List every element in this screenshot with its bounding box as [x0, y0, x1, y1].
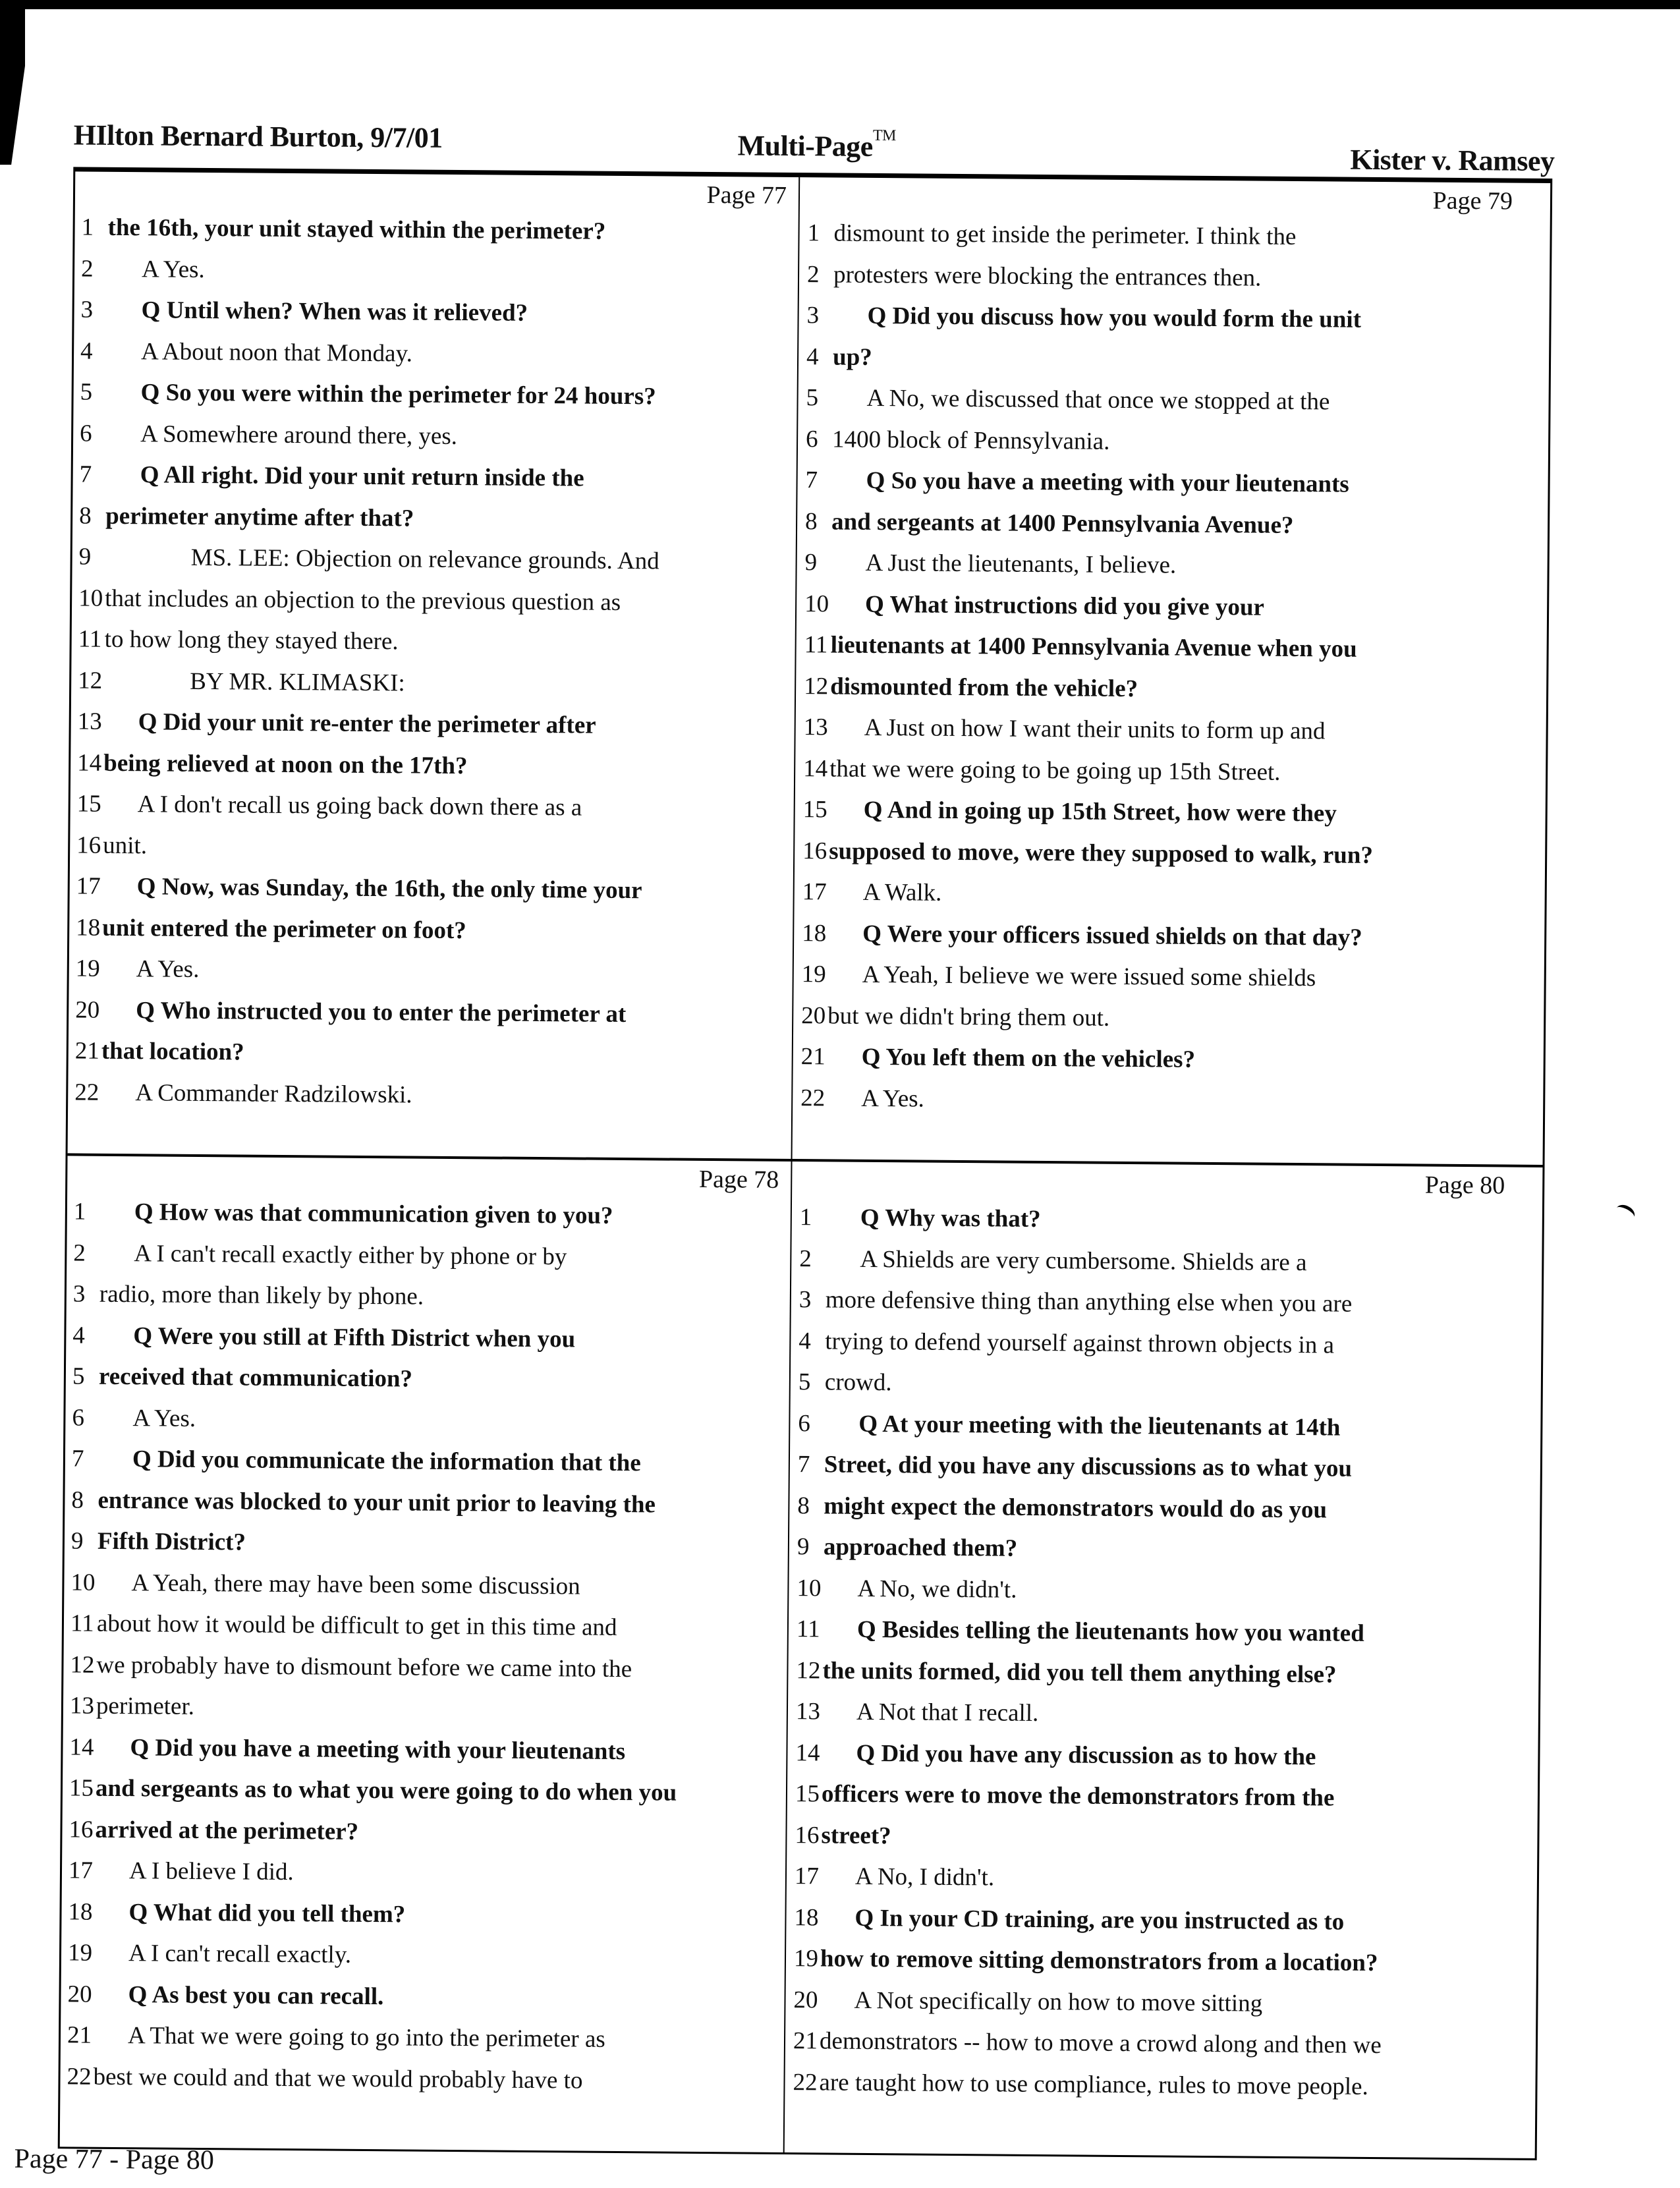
line-number: 12: [796, 1656, 821, 1684]
transcript-line: [793, 2062, 1498, 2109]
line-text: A No, I didn't.: [854, 1863, 995, 1892]
transcript-line: [801, 954, 1506, 1001]
transcript-line: [70, 1562, 775, 1609]
line-text: up?: [832, 343, 872, 371]
trademark-mark: TM: [872, 126, 897, 145]
transcript-line: [805, 460, 1510, 507]
transcript-line: [803, 707, 1508, 754]
transcript-line: [796, 1691, 1501, 1738]
line-text: more defensive thing than anything else when you are: [825, 1286, 1353, 1318]
transcript-line: [70, 1685, 775, 1732]
line-number: 22: [74, 1078, 99, 1106]
line-number: 17: [802, 878, 827, 906]
line-text: about how it would be difficult to get in this time and: [96, 1610, 617, 1641]
witness-header: HIlton Bernard Burton, 9/7/01: [73, 119, 443, 154]
line-number: 10: [78, 584, 103, 612]
transcript-line: [67, 2015, 772, 2062]
line-text: radio, more than likely by phone.: [99, 1280, 424, 1310]
line-number: 2: [799, 1245, 812, 1272]
line-text: Q Did your unit re-enter the perimeter after: [138, 708, 596, 739]
line-list: [793, 1197, 1505, 2108]
transcript-line: [798, 1403, 1503, 1450]
line-text: Q So you have a meeting with your lieutenants: [866, 466, 1349, 498]
transcript-line: [76, 825, 781, 872]
line-number: 6: [805, 425, 818, 453]
transcript-line: [807, 254, 1512, 301]
line-number: 22: [800, 1084, 826, 1111]
line-number: 18: [794, 1903, 819, 1931]
line-text: the units formed, did you tell them anything else?: [822, 1656, 1337, 1689]
line-number: 2: [806, 260, 820, 288]
transcript-line: [67, 1974, 772, 2021]
transcript-line: [81, 208, 786, 254]
line-text: officers were to move the demonstrators from the: [821, 1780, 1335, 1812]
line-text: A That we were going to go into the perimeter as: [127, 2022, 605, 2053]
transcript-line: [79, 495, 784, 542]
transcript-line: [74, 1072, 779, 1119]
line-text: to how long they stayed there.: [104, 625, 399, 656]
line-text: Q Besides telling the lieutenants how you wanted: [856, 1615, 1364, 1647]
transcript-line: [795, 1733, 1500, 1780]
line-text: approached them?: [823, 1533, 1018, 1562]
transcript-line: [75, 1030, 780, 1077]
line-text: that we were going to be going up 15th Street.: [829, 754, 1281, 786]
line-text: unit.: [103, 831, 148, 859]
line-number: 7: [797, 1451, 810, 1478]
line-number: 5: [72, 1362, 85, 1390]
line-number: 3: [798, 1286, 812, 1314]
transcript-line: [795, 1815, 1499, 1862]
transcript-line: [80, 290, 785, 337]
line-text: but we didn't bring them out.: [827, 1001, 1110, 1032]
line-text: A Not specifically on how to move sitting: [854, 1986, 1263, 2017]
transcript-line: [69, 1850, 773, 1897]
line-text: A Just the lieutenants, I believe.: [865, 549, 1177, 579]
line-text: A Commander Radzilowski.: [135, 1079, 412, 1108]
transcript-line: [69, 1809, 773, 1856]
line-number: 21: [67, 2021, 92, 2049]
line-text: Fifth District?: [97, 1527, 246, 1556]
transcript-line: [77, 743, 782, 789]
line-number: 3: [72, 1280, 86, 1308]
line-text: that includes an objection to the previous question as: [105, 584, 621, 616]
transcript-line: [804, 666, 1509, 713]
transcript-line: [802, 789, 1507, 836]
transcript-line: [793, 1980, 1498, 2027]
line-text: Q Now, was Sunday, the 16th, the only time your: [136, 873, 642, 905]
transcript-line: [799, 1239, 1504, 1285]
transcript-line: [71, 1480, 776, 1527]
transcript-line: [798, 1321, 1503, 1368]
line-text: A Yes.: [141, 255, 205, 283]
page-number: Page 77: [706, 181, 787, 210]
transcript-line: [78, 536, 783, 583]
line-text: A Somewhere around there, yes.: [140, 420, 458, 450]
line-text: A Yes.: [861, 1084, 925, 1113]
line-text: Q Were you still at Fifth District when you: [133, 1322, 576, 1353]
line-text: A Not that I recall.: [856, 1698, 1039, 1727]
line-number: 13: [795, 1698, 821, 1725]
transcript-line: [72, 1438, 777, 1485]
line-number: 4: [72, 1321, 86, 1349]
line-text: entrance was blocked to your unit prior to leaving the: [98, 1486, 656, 1518]
line-number: 13: [69, 1692, 95, 1720]
transcript-line: [68, 1932, 773, 1979]
transcript-line: [78, 660, 783, 707]
line-number: 20: [75, 996, 100, 1024]
line-text: and sergeants as to what you were going to do when you: [95, 1774, 677, 1807]
transcript-line: [73, 1274, 778, 1320]
line-text: Street, did you have any discussions as to what you: [824, 1451, 1353, 1482]
transcript-line: [794, 1897, 1499, 1944]
line-text: Q You left them on the vehicles?: [861, 1043, 1196, 1073]
line-text: lieutenants at 1400 Pennsylvania Avenue when you: [830, 631, 1357, 663]
line-number: 17: [794, 1863, 820, 1890]
transcript-line: [802, 831, 1507, 878]
transcript-line: [80, 413, 785, 460]
line-number: 19: [801, 961, 826, 988]
line-text: might expect the demonstrators would do as you: [824, 1492, 1328, 1523]
transcript-line: [78, 619, 783, 665]
page-number: Page 79: [1432, 186, 1513, 215]
line-text: best we could and that we would probably have to: [93, 2063, 583, 2094]
transcript-line: [802, 913, 1507, 960]
line-text: A Walk.: [862, 878, 942, 907]
transcript-page-79: [794, 177, 1520, 1162]
line-number: 6: [798, 1409, 811, 1437]
line-text: A Yes.: [132, 1404, 196, 1432]
line-text: Q Did you discuss how you would form the unit: [867, 302, 1362, 333]
line-text: A Yeah, there may have been some discussion: [131, 1569, 580, 1600]
transcript-line: [80, 372, 785, 418]
line-number: 4: [80, 337, 93, 365]
line-number: 22: [793, 2068, 818, 2096]
line-number: 12: [804, 672, 829, 700]
line-number: 15: [802, 796, 827, 824]
line-number: 14: [69, 1733, 94, 1761]
line-text: 1400 block of Pennsylvania.: [831, 425, 1110, 455]
line-number: 4: [806, 343, 819, 370]
line-text: A Shields are very cumbersome. Shields are a: [860, 1245, 1307, 1276]
line-number: 10: [797, 1574, 822, 1602]
line-text: A I don't recall us going back down there as a: [137, 791, 582, 822]
line-number: 6: [79, 419, 92, 447]
line-number: 9: [804, 549, 818, 576]
line-text: trying to defend yourself against thrown objects in a: [825, 1327, 1335, 1359]
line-number: 2: [80, 255, 94, 283]
product-name: Multi-Page: [737, 129, 873, 163]
line-number: 9: [797, 1533, 810, 1561]
line-text: Q So you were within the perimeter for 24 hours?: [140, 379, 656, 410]
line-number: 10: [804, 590, 829, 617]
transcript-line: [804, 584, 1509, 631]
line-number: 20: [801, 1001, 826, 1029]
line-text: dismounted from the vehicle?: [830, 672, 1138, 702]
transcript-line: [69, 1768, 774, 1814]
transcript-line: [72, 1315, 777, 1362]
line-text: Q All right. Did your unit return inside the: [140, 461, 584, 492]
line-number: 17: [68, 1857, 94, 1884]
line-text: how to remove sitting demonstrators from a location?: [820, 1945, 1378, 1977]
transcript-line: [804, 542, 1509, 589]
line-text: A Yes.: [136, 955, 200, 983]
transcript-line: [794, 1938, 1499, 1985]
line-number: 11: [70, 1610, 94, 1637]
line-text: Q What did you tell them?: [128, 1898, 406, 1928]
line-text: street?: [821, 1821, 891, 1849]
line-text: MS. LEE: Objection on relevance grounds. And: [190, 544, 659, 575]
transcript-line: [796, 1650, 1501, 1697]
line-number: 1: [73, 1198, 86, 1225]
transcript-line: [793, 2021, 1498, 2067]
line-number: 11: [78, 625, 102, 653]
line-number: 19: [67, 1939, 93, 1967]
line-text: crowd.: [824, 1368, 892, 1397]
line-text: Q Who instructed you to enter the perimeter at: [136, 996, 627, 1028]
line-text: supposed to move, were they supposed to walk, run?: [829, 837, 1374, 869]
transcript-line: [797, 1527, 1502, 1573]
transcript-line: [70, 1644, 775, 1691]
line-text: A I believe I did.: [128, 1857, 294, 1886]
line-text: are taught how to use compliance, rules to move people.: [819, 2068, 1368, 2100]
line-number: 6: [72, 1403, 85, 1432]
line-number: 13: [77, 708, 102, 735]
line-text: received that communication?: [98, 1362, 413, 1393]
line-number: 15: [795, 1780, 820, 1808]
line-text: unit entered the perimeter on foot?: [102, 914, 466, 944]
line-number: 1: [81, 213, 94, 241]
line-text: Q Did you have any discussion as to how the: [856, 1739, 1316, 1770]
transcript-line: [807, 213, 1512, 260]
line-number: 2: [73, 1239, 86, 1267]
line-text: Q In your CD training, are you instructed as to: [854, 1904, 1345, 1936]
line-number: 4: [798, 1327, 812, 1355]
line-list: [74, 208, 787, 1119]
page-number: Page 80: [1424, 1171, 1505, 1200]
line-text: Q How was that communication given to you?: [134, 1198, 613, 1229]
line-number: 16: [802, 837, 827, 864]
line-number: 16: [795, 1821, 820, 1849]
transcript-line: [69, 1727, 774, 1774]
transcript-line: [67, 2056, 771, 2103]
line-number: 18: [68, 1897, 93, 1926]
line-number: 18: [802, 919, 827, 947]
transcript-line: [68, 1892, 773, 1938]
line-number: 17: [76, 872, 101, 900]
line-number: 3: [806, 302, 820, 329]
transcript-line: [803, 748, 1508, 795]
line-text: Q And in going up 15th Street, how were they: [863, 796, 1337, 828]
line-text: demonstrators -- how to move a crowd along and then we: [819, 2027, 1382, 2060]
line-text: A Just on how I want their units to form up and: [864, 714, 1326, 745]
line-number: 16: [69, 1815, 94, 1843]
line-text: arrived at the perimeter?: [95, 1816, 359, 1845]
line-number: 14: [795, 1739, 820, 1766]
line-text: Q At your meeting with the lieutenants at 14th: [858, 1410, 1341, 1442]
line-number: 11: [804, 631, 828, 659]
line-text: Q What instructions did you give your: [864, 590, 1265, 621]
line-number: 1: [807, 219, 820, 247]
transcript-line: [797, 1486, 1502, 1532]
line-number: 7: [805, 466, 818, 494]
page-number: Page 78: [698, 1165, 779, 1194]
line-text: and sergeants at 1400 Pennsylvania Avenue?: [831, 507, 1294, 539]
page-grid: [58, 167, 1553, 2160]
line-number: 8: [79, 501, 92, 530]
line-text: dismount to get inside the perimeter. I think the: [833, 219, 1297, 250]
transcript-line: [795, 1774, 1500, 1820]
line-number: 9: [78, 543, 92, 571]
line-number: 1: [799, 1204, 812, 1231]
page-range-footer: Page 77 - Page 80: [14, 2143, 215, 2176]
line-text: A No, we didn't.: [857, 1575, 1017, 1604]
line-number: 13: [803, 714, 828, 741]
transcript-page-78: [60, 1156, 786, 2141]
transcript-line: [800, 1197, 1505, 1244]
line-text: A About noon that Monday.: [140, 337, 413, 367]
transcript-line: [76, 907, 781, 954]
transcript-line: [73, 1233, 778, 1279]
line-text: Q Did you have a meeting with your lieutenants: [130, 1733, 626, 1765]
line-text: the 16th, your unit stayed within the perimeter?: [107, 213, 606, 245]
line-number: 10: [70, 1568, 96, 1596]
line-number: 21: [800, 1043, 826, 1071]
transcript-line: [77, 701, 782, 748]
transcript-line: [78, 578, 783, 625]
line-number: 8: [71, 1486, 84, 1514]
transcript-line: [801, 1036, 1506, 1083]
line-text: protesters were blocking the entrances then.: [833, 260, 1262, 292]
transcript-line: [76, 866, 781, 912]
line-number: 22: [67, 2062, 92, 2090]
line-text: A No, we discussed that once we stopped at the: [866, 384, 1330, 416]
line-number: 15: [69, 1774, 94, 1802]
line-number: 8: [797, 1492, 810, 1519]
transcript-line: [805, 501, 1510, 548]
transcript-line: [79, 454, 784, 501]
case-header: Kister v. Ramsey: [1350, 143, 1555, 178]
line-number: 19: [75, 955, 100, 982]
transcript-line: [81, 248, 786, 295]
line-text: BY MR. KLIMASKI:: [190, 667, 405, 696]
product-header: [737, 128, 896, 163]
transcript-line: [797, 1568, 1501, 1615]
line-number: 12: [70, 1650, 95, 1679]
transcript-line: [798, 1444, 1503, 1491]
line-list: [67, 1191, 779, 2102]
transcript-line: [806, 295, 1511, 342]
transcript-line: [75, 990, 780, 1036]
transcript-line: [74, 1191, 779, 1238]
line-number: 18: [76, 913, 101, 941]
line-number: 14: [77, 748, 102, 777]
line-text: Q Did you communicate the information that the: [132, 1445, 641, 1477]
line-number: 15: [76, 790, 101, 818]
line-number: 21: [793, 2027, 818, 2055]
transcript-line: [72, 1356, 777, 1403]
transcript-line: [800, 1078, 1505, 1125]
line-number: 20: [793, 1986, 818, 2013]
line-text: A I can't recall exactly.: [128, 1940, 352, 1969]
line-number: 9: [70, 1527, 84, 1555]
transcript-line: [71, 1521, 776, 1567]
line-text: that location?: [101, 1037, 244, 1066]
line-number: 21: [74, 1037, 99, 1065]
line-text: A Yeah, I believe we were issued some shields: [862, 961, 1316, 992]
line-text: perimeter anytime after that?: [105, 502, 414, 532]
line-number: 19: [793, 1945, 819, 1973]
transcript-line: [72, 1397, 777, 1444]
line-text: perimeter.: [96, 1692, 195, 1720]
transcript-line: [80, 331, 785, 378]
transcript-page-80: [786, 1162, 1512, 2146]
transcript-line: [806, 337, 1511, 383]
line-number: 3: [80, 296, 94, 323]
transcript-line: [76, 783, 781, 830]
line-text: Q Until when? When was it relieved?: [141, 296, 528, 327]
line-text: A I can't recall exactly either by phone or by: [134, 1239, 567, 1270]
line-number: 16: [76, 831, 101, 859]
line-number: 7: [71, 1445, 84, 1473]
line-text: Q Why was that?: [860, 1204, 1041, 1233]
line-number: 8: [804, 507, 818, 535]
line-number: 20: [67, 1980, 92, 2008]
transcript-line: [801, 996, 1506, 1042]
transcript-line: [795, 1856, 1499, 1903]
transcript-line: [802, 872, 1507, 918]
transcript-page-77: [68, 171, 794, 1156]
line-number: 7: [79, 461, 92, 488]
line-number: 12: [78, 666, 103, 694]
line-list: [800, 213, 1513, 1124]
transcript-line: [76, 948, 781, 995]
transcript-line: [804, 625, 1509, 671]
line-number: 5: [798, 1368, 811, 1396]
line-number: 14: [803, 754, 828, 782]
transcript-line: [798, 1362, 1503, 1409]
line-number: 5: [80, 378, 93, 406]
transcript-line: [799, 1279, 1504, 1326]
transcript-line: [797, 1609, 1501, 1656]
line-number: 5: [806, 384, 819, 412]
line-number: 11: [796, 1615, 820, 1643]
line-text: we probably have to dismount before we came into the: [96, 1651, 632, 1683]
line-text: Q Were your officers issued shields on that day?: [862, 920, 1362, 951]
transcript-line: [70, 1603, 775, 1650]
transcript-line: [806, 419, 1511, 466]
transcript-line: [806, 378, 1511, 424]
line-text: Q As best you can recall.: [128, 1980, 384, 2010]
line-text: being relieved at noon on the 17th?: [103, 749, 468, 779]
